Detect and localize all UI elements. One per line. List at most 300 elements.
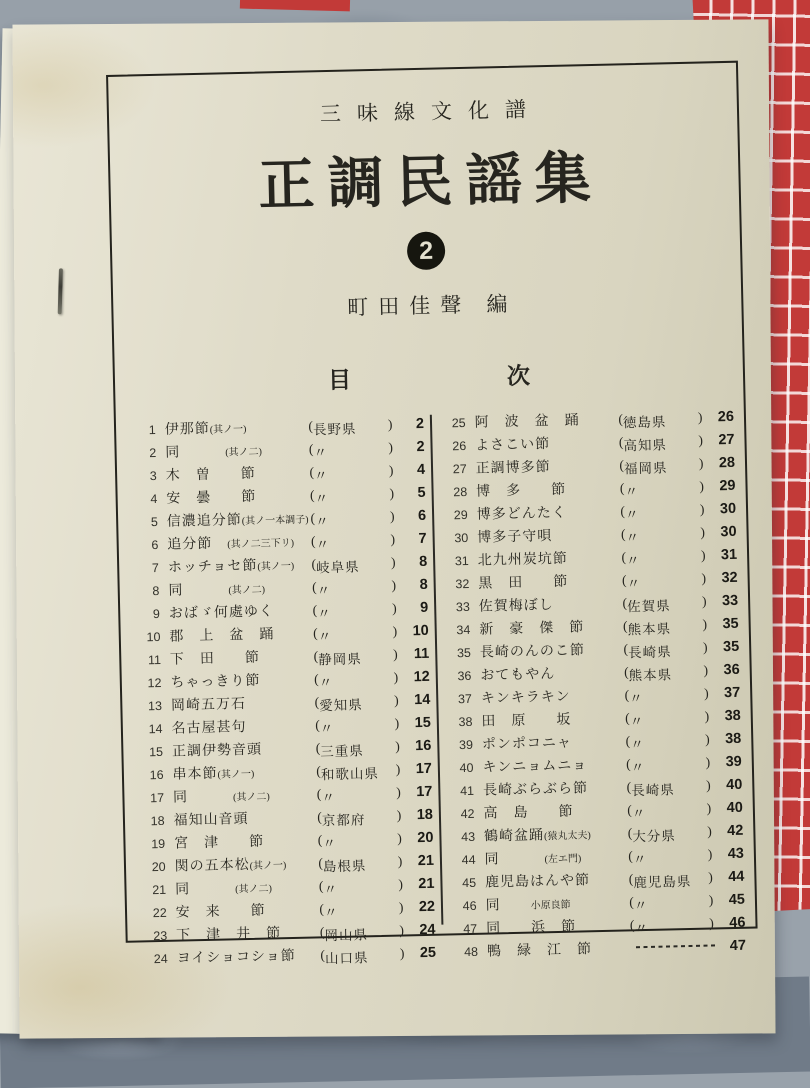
- toc-entry-number: 29: [444, 508, 468, 523]
- toc-entry-title: 黒 田 節: [478, 569, 622, 592]
- toc-entry-page: 20: [410, 830, 434, 847]
- open-paren: (: [625, 733, 630, 753]
- close-paren: ): [398, 876, 403, 896]
- toc-heading-right: 次: [507, 357, 531, 391]
- toc-entry-page: 30: [712, 501, 736, 518]
- close-paren: ): [709, 915, 714, 935]
- open-paren: (: [628, 825, 633, 845]
- prefecture-value: 高知県: [623, 433, 698, 455]
- open-paren: (: [313, 625, 318, 645]
- toc-entry-number: 5: [134, 515, 158, 530]
- dash-leader: [636, 944, 717, 948]
- toc-entry-number: 37: [448, 692, 472, 707]
- toc-entry-note: (其ノ二): [235, 883, 272, 895]
- prefecture-value: 〃: [313, 440, 388, 462]
- toc-entry-number: 45: [452, 876, 476, 891]
- open-paren: (: [627, 779, 632, 799]
- prefecture-value: 熊本県: [628, 663, 703, 685]
- toc-entry-number: 48: [454, 945, 478, 960]
- toc-entry-number: 17: [140, 791, 164, 806]
- close-paren: ): [399, 899, 404, 919]
- toc-entry-title: よさこい節: [475, 431, 619, 454]
- toc-entry-title: 下 田 節: [170, 645, 314, 668]
- open-paren: (: [320, 947, 325, 967]
- toc-entry-page: 30: [713, 524, 737, 541]
- prefecture-value: 〃: [625, 525, 700, 547]
- toc-entry-number: 30: [444, 531, 468, 546]
- series-title: 三味線文化譜: [109, 89, 738, 133]
- toc-entry-number: 3: [133, 469, 157, 484]
- toc-entry-note: (其ノ二三下リ): [227, 538, 294, 551]
- open-paren: (: [317, 809, 322, 829]
- toc-entry-title: ホッチョセ節(其ノ一): [168, 553, 312, 576]
- toc-entry-prefecture: [317, 785, 401, 807]
- close-paren: ): [400, 945, 405, 965]
- toc-entry-prefecture: [315, 716, 399, 738]
- toc-entry-number: 33: [446, 600, 470, 615]
- prefecture-value: 〃: [633, 847, 708, 869]
- toc-entry-title: 信濃追分節(其ノ一本調子): [167, 507, 311, 530]
- toc-entry-page: 15: [407, 715, 431, 732]
- open-paren: (: [625, 710, 630, 730]
- toc-entry-title: キンニョムニョ: [482, 753, 626, 776]
- toc-entry-page: 2: [401, 439, 425, 456]
- close-paren: ): [395, 716, 400, 736]
- toc-entry-number: 34: [447, 623, 471, 638]
- prefecture-value: 〃: [626, 571, 701, 593]
- toc-entry-prefecture: [309, 463, 393, 485]
- open-paren: (: [315, 717, 320, 737]
- toc-entry-prefecture: [308, 417, 392, 439]
- close-paren: ): [392, 624, 397, 644]
- toc-entry-note: (其ノ一): [217, 769, 254, 781]
- prefecture-value: 〃: [625, 502, 700, 524]
- toc-entry-title: 同 小原良節: [485, 891, 629, 914]
- toc-entry-title: 長崎ぶらぶら節: [483, 776, 627, 799]
- toc-entry-prefecture: [629, 892, 713, 914]
- toc-entry-title: 下 津 井 節: [176, 921, 320, 944]
- toc-entry-title: 伊那節(其ノ一): [164, 416, 308, 439]
- close-paren: ): [700, 502, 705, 522]
- toc-entry-prefecture: [310, 486, 394, 508]
- toc-column-right: [434, 406, 748, 925]
- close-paren: ): [399, 922, 404, 942]
- toc-entry-page: 27: [711, 432, 735, 449]
- toc-entry-page: 26: [710, 409, 734, 426]
- toc-entry-title: 新 豪 傑 節: [479, 615, 623, 638]
- prefecture-value: 〃: [634, 893, 709, 915]
- toc-entry-prefecture: [310, 509, 394, 531]
- toc-entry-number: 8: [136, 584, 160, 599]
- open-paren: (: [308, 418, 313, 438]
- close-paren: ): [396, 762, 401, 782]
- close-paren: ): [708, 869, 713, 889]
- toc-entry-prefecture: [314, 670, 398, 692]
- prefecture-value: 〃: [317, 624, 392, 646]
- toc-entry-number: 40: [450, 761, 474, 776]
- toc-entry-title: 鶴崎盆踊(猿丸太夫): [484, 822, 628, 845]
- prefecture-value: 〃: [634, 916, 709, 938]
- toc-entry-prefecture: [625, 709, 709, 731]
- toc-entry-title: 同 浜 節: [486, 914, 630, 937]
- open-paren: (: [623, 641, 628, 661]
- toc-entry-title: 高 島 節: [483, 799, 627, 822]
- toc-entry-page: 25: [412, 945, 436, 962]
- toc-entry-title: 福知山音頭: [173, 806, 317, 829]
- toc-entry-number: 15: [139, 745, 163, 760]
- toc-entry-note: (其ノ二): [233, 791, 270, 803]
- toc-entry-title: 鴨 緑 江 節: [487, 937, 633, 960]
- toc-entry-prefecture: [628, 846, 712, 868]
- prefecture-value: 〃: [629, 686, 704, 708]
- toc-entry-prefecture: [620, 502, 704, 524]
- toc-entry-number: 25: [442, 416, 466, 431]
- toc-entry-prefecture: [625, 731, 709, 753]
- toc-heading-left: 目: [328, 362, 352, 396]
- toc-entry-page: 10: [405, 623, 429, 640]
- open-paren: (: [311, 533, 316, 553]
- toc-columns: [122, 406, 747, 932]
- toc-entry-title: ヨイショコショ節: [176, 944, 320, 967]
- toc-entry-page: 43: [720, 846, 744, 863]
- close-paren: ): [700, 525, 705, 545]
- toc-entry-page: 5: [402, 485, 426, 502]
- open-paren: (: [318, 855, 323, 875]
- open-paren: (: [620, 480, 625, 500]
- toc-column-left: [122, 413, 438, 932]
- prefecture-value: 〃: [624, 479, 699, 501]
- toc-entry-page: 32: [714, 570, 738, 587]
- toc-entry-prefecture: [318, 831, 402, 853]
- toc-entry-prefecture: [624, 663, 708, 685]
- close-paren: ): [698, 433, 703, 453]
- toc-entry-page: 2: [400, 416, 424, 433]
- toc-entry-prefecture: [316, 762, 400, 784]
- close-paren: ): [699, 456, 704, 476]
- toc-entry-prefecture: [313, 647, 397, 669]
- open-paren: (: [311, 556, 316, 576]
- toc-entry-number: 47: [453, 922, 477, 937]
- prefecture-value: 〃: [631, 755, 706, 777]
- prefecture-value: 愛知県: [319, 693, 394, 715]
- close-paren: ): [388, 440, 393, 460]
- open-paren: (: [319, 901, 324, 921]
- prefecture-value: 〃: [314, 486, 389, 508]
- open-paren: (: [316, 763, 321, 783]
- toc-entry-number: 38: [449, 715, 473, 730]
- toc-entry-prefecture: [629, 869, 713, 891]
- close-paren: ): [705, 754, 710, 774]
- toc-entry-prefecture: [624, 686, 708, 708]
- toc-entry-prefecture: [620, 479, 704, 501]
- toc-entry-page: 7: [403, 531, 427, 548]
- toc-entry-page: 45: [721, 892, 745, 909]
- open-paren: (: [619, 457, 624, 477]
- prefecture-value: 福岡県: [624, 456, 699, 478]
- toc-entry-number: 28: [443, 485, 467, 500]
- open-paren: (: [630, 917, 635, 937]
- open-paren: (: [315, 694, 320, 714]
- toc-entry-number: 32: [446, 577, 470, 592]
- toc-entry-prefecture: [319, 876, 403, 898]
- prefecture-value: 〃: [322, 831, 397, 853]
- toc-entry-page: 18: [409, 807, 433, 824]
- prefecture-value: 徳島県: [623, 410, 698, 432]
- toc-entry-page: 38: [717, 731, 741, 748]
- toc-entry-prefecture: [628, 823, 712, 845]
- toc-entry-prefecture: [311, 555, 395, 577]
- toc-entry-title: ポンポコニャ: [482, 730, 626, 753]
- open-paren: (: [310, 487, 315, 507]
- toc-entry-number: 11: [137, 653, 161, 668]
- toc-entry-page: 40: [719, 777, 743, 794]
- toc-entry-number: 31: [445, 554, 469, 569]
- toc-entry-title: 佐賀梅ぼし: [479, 592, 623, 615]
- toc-entry-number: 36: [448, 669, 472, 684]
- toc-entry-title: キンキラキン: [481, 684, 625, 707]
- close-paren: ): [389, 463, 394, 483]
- toc-entry-title: 同 (其ノ二): [175, 875, 319, 898]
- prefecture-value: 〃: [323, 877, 398, 899]
- open-paren: (: [623, 618, 628, 638]
- toc-entry-title: 正調博多節: [475, 454, 619, 477]
- prefecture-value: 佐賀県: [627, 594, 702, 616]
- toc-entry-prefecture: [619, 433, 703, 455]
- toc-entry-note: 小原良節: [531, 900, 571, 912]
- toc-entry-number: 41: [450, 784, 474, 799]
- toc-entry-prefecture: [626, 754, 710, 776]
- volume-badge: [407, 231, 446, 270]
- open-paren: (: [628, 848, 633, 868]
- toc-entry-number: 46: [453, 899, 477, 914]
- toc-entry-page: 16: [408, 738, 432, 755]
- open-paren: (: [312, 579, 317, 599]
- prefecture-value: 静岡県: [318, 647, 393, 669]
- toc-entry-page: 21: [411, 876, 435, 893]
- toc-entry-number: 16: [140, 768, 164, 783]
- toc-entry-prefecture: [320, 922, 404, 944]
- prefecture-value: 〃: [316, 578, 391, 600]
- open-paren: (: [627, 802, 632, 822]
- prefecture-value: 〃: [320, 716, 395, 738]
- toc-entry-title: 名古屋甚句: [171, 714, 315, 737]
- toc-entry-prefecture: [312, 601, 396, 623]
- toc-entry-prefecture: [621, 548, 705, 570]
- toc-entry-prefecture: [627, 777, 711, 799]
- prefecture-value: 岡山県: [324, 923, 399, 945]
- toc-entry-title: 木 曽 節: [166, 462, 310, 485]
- toc-entry-page: 14: [407, 692, 431, 709]
- prefecture-value: 〃: [314, 463, 389, 485]
- toc-entry-page: 47: [722, 938, 746, 955]
- close-paren: ): [393, 647, 398, 667]
- prefecture-value: 京都府: [322, 808, 397, 830]
- open-paren: (: [624, 687, 629, 707]
- toc-entry-page: 40: [719, 800, 743, 817]
- open-paren: (: [619, 434, 624, 454]
- toc-entry-number: 6: [135, 538, 159, 553]
- toc-heading: [115, 353, 744, 400]
- toc-entry-prefecture: [622, 594, 706, 616]
- toc-entry-number: 39: [449, 738, 473, 753]
- toc-entry-number: 23: [143, 929, 167, 944]
- toc-entry-note: (其ノ二): [225, 447, 262, 459]
- prefecture-value: 鹿児島県: [633, 870, 708, 892]
- toc-entry-note: (其ノ一): [257, 561, 294, 573]
- toc-entry-number: 27: [443, 462, 467, 477]
- toc-entry-prefecture: [313, 624, 397, 646]
- volume-number: 2: [419, 236, 434, 265]
- prefecture-value: 長野県: [313, 417, 388, 439]
- toc-entry-title: 岡崎五万石: [171, 691, 315, 714]
- toc-entry-prefecture: [627, 800, 711, 822]
- book-page: [12, 19, 775, 1038]
- toc-entry-prefecture: [315, 693, 399, 715]
- toc-entry-prefecture: [311, 532, 395, 554]
- toc-entry-title: 郡 上 盆 踊: [169, 622, 313, 645]
- open-paren: (: [310, 510, 315, 530]
- toc-entry-title: 追分節 (其ノ二三下リ): [167, 530, 311, 553]
- close-paren: ): [396, 785, 401, 805]
- open-paren: (: [629, 871, 634, 891]
- toc-entry-prefecture: [320, 945, 404, 967]
- toc-entry-page: 9: [404, 600, 428, 617]
- open-paren: (: [626, 756, 631, 776]
- toc-entry-prefecture: [623, 617, 707, 639]
- toc-entry-title: 田 原 坂: [481, 707, 625, 730]
- close-paren: ): [394, 693, 399, 713]
- prefecture-value: 〃: [319, 670, 394, 692]
- toc-entry-title: 博 多 節: [476, 477, 620, 500]
- open-paren: (: [309, 464, 314, 484]
- toc-entry-number: 7: [135, 561, 159, 576]
- close-paren: ): [707, 823, 712, 843]
- toc-entry-title: 安 来 節: [175, 898, 319, 921]
- toc-entry-page: 4: [401, 462, 425, 479]
- toc-entry-title: 博多どんたく: [476, 500, 620, 523]
- toc-entry-title: 同 (其ノ二): [173, 783, 317, 806]
- toc-entry-number: 26: [442, 439, 466, 454]
- prefecture-value: 大分県: [632, 824, 707, 846]
- toc-entry-title: 阿 波 盆 踊: [474, 408, 618, 431]
- close-paren: ): [701, 548, 706, 568]
- toc-entry-page: 8: [404, 577, 428, 594]
- toc-entry-note: (猿丸太夫): [544, 830, 591, 842]
- toc-entry-title: 関の五本松(其ノ一): [174, 852, 318, 875]
- close-paren: ): [391, 555, 396, 575]
- prefecture-value: 〃: [630, 732, 705, 754]
- toc-entry-page: 33: [714, 593, 738, 610]
- prefecture-value: 〃: [317, 601, 392, 623]
- toc-entry-number: 42: [451, 807, 475, 822]
- prefecture-value: 山口県: [325, 946, 400, 968]
- open-paren: (: [316, 740, 321, 760]
- close-paren: ): [707, 800, 712, 820]
- open-paren: (: [319, 878, 324, 898]
- toc-entry-page: 37: [716, 685, 740, 702]
- open-paren: (: [318, 832, 323, 852]
- close-paren: ): [392, 601, 397, 621]
- toc-entry-prefecture: [312, 578, 396, 600]
- toc-entry-number: 21: [142, 883, 166, 898]
- toc-entry-page: 31: [713, 547, 737, 564]
- close-paren: ): [703, 663, 708, 683]
- toc-entry-title: 長崎のんのこ節: [480, 638, 624, 661]
- close-paren: ): [397, 831, 402, 851]
- close-paren: ): [706, 777, 711, 797]
- toc-entry-page: 42: [720, 823, 744, 840]
- close-paren: ): [702, 617, 707, 637]
- toc-frame: [106, 61, 758, 943]
- close-paren: ): [698, 410, 703, 430]
- close-paren: ): [708, 846, 713, 866]
- toc-entry-prefecture: [621, 525, 705, 547]
- open-paren: (: [620, 503, 625, 523]
- close-paren: ): [388, 417, 393, 437]
- close-paren: ): [390, 532, 395, 552]
- prefecture-value: 〃: [321, 785, 396, 807]
- close-paren: ): [393, 670, 398, 690]
- prefecture-value: 長崎県: [631, 778, 706, 800]
- toc-entry-title: 正調伊勢音頭: [172, 737, 316, 760]
- close-paren: ): [391, 578, 396, 598]
- toc-entry-page: 17: [409, 784, 433, 801]
- toc-entry-number: 19: [141, 837, 165, 852]
- toc-entry-title: 安 曇 節: [166, 484, 310, 507]
- prefecture-value: 岐阜県: [316, 555, 391, 577]
- toc-entry-number: 20: [142, 860, 166, 875]
- book-title: 正調民謡集: [110, 131, 740, 225]
- toc-entry-prefecture: [622, 571, 706, 593]
- toc-entry-number: 13: [138, 699, 162, 714]
- open-paren: (: [314, 671, 319, 691]
- open-paren: (: [312, 602, 317, 622]
- toc-entry-number: 43: [451, 830, 475, 845]
- toc-entry-number: 12: [138, 676, 162, 691]
- toc-entry-title: 博多子守唄: [477, 523, 621, 546]
- prefecture-value: 〃: [315, 509, 390, 531]
- close-paren: ): [389, 486, 394, 506]
- toc-entry-title: おてもやん: [480, 661, 624, 684]
- prefecture-value: 〃: [632, 801, 707, 823]
- prefecture-value: 〃: [626, 548, 701, 570]
- open-paren: (: [622, 572, 627, 592]
- close-paren: ): [395, 739, 400, 759]
- toc-entry-title: 同 (其ノ二): [168, 576, 312, 599]
- close-paren: ): [397, 808, 402, 828]
- open-paren: (: [317, 786, 322, 806]
- close-paren: ): [398, 853, 403, 873]
- close-paren: ): [702, 594, 707, 614]
- toc-entry-page: 6: [402, 508, 426, 525]
- toc-entry-prefecture: [318, 853, 402, 875]
- prefecture-value: 〃: [629, 709, 704, 731]
- toc-entry-note: (其ノ一): [250, 860, 287, 872]
- toc-entry-page: 46: [722, 915, 746, 932]
- toc-entry-number: 2: [132, 446, 156, 461]
- toc-entry-title: 鹿児島はんや節: [485, 868, 629, 891]
- open-paren: (: [313, 648, 318, 668]
- toc-entry-page: 21: [410, 853, 434, 870]
- toc-entry-note: (其ノ一): [210, 424, 247, 436]
- prefecture-value: 三重県: [320, 739, 395, 761]
- editor-line: 町田佳聲 編: [113, 283, 742, 327]
- toc-entry-prefecture: [623, 640, 707, 662]
- toc-entry-page: 36: [716, 662, 740, 679]
- close-paren: ): [704, 686, 709, 706]
- open-paren: (: [629, 894, 634, 914]
- toc-entry-note: (其ノ二): [228, 585, 265, 597]
